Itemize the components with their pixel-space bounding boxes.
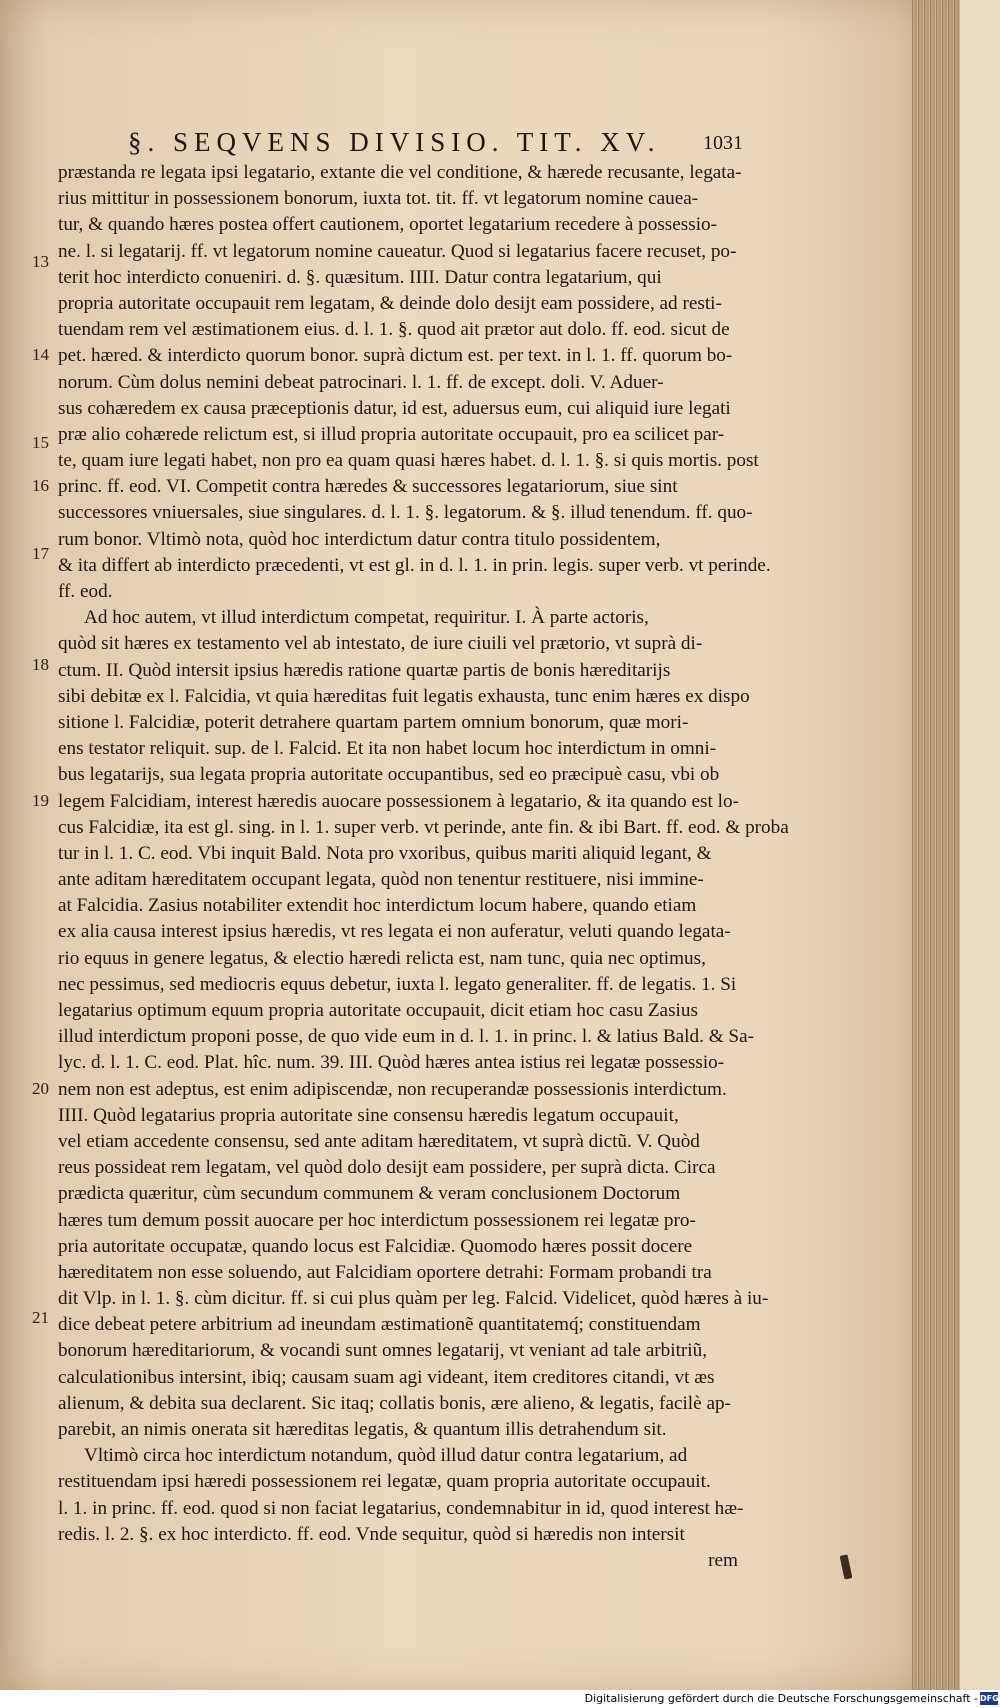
text-line: at Falcidia. Zasius notabiliter extendit hoc interdictum locum habere, quando etiam — [58, 895, 697, 917]
text-line: nem non est adeptus, est enim adipiscendæ, non recuperandæ possessionis interdictum. — [58, 1078, 727, 1100]
text-line: ff. eod. — [58, 581, 113, 602]
text-line: ex alia causa interest ipsius hæredis, vt res legata ei non auferatur, veluti quando legata- — [58, 921, 731, 943]
text-line: hæres tum demum possit auocare per hoc interdictum possessionem rei legatæ pro- — [58, 1209, 696, 1231]
text-line: rius mittitur in possessionem bonorum, iuxta tot. tit. ff. vt legatorum nomine cauea- — [58, 188, 699, 210]
margin-number: 19 — [32, 791, 49, 810]
text-line: dit Vlp. in l. 1. §. cùm dicitur. ff. si cui plus quàm per leg. Falcid. Videlicet, quòd hæres à iu- — [58, 1288, 769, 1310]
text-line: cus Falcidiæ, ita est gl. sing. in l. 1. super verb. vt perinde, ante fin. & ibi Bart. ff. eod. & proba — [58, 816, 789, 838]
main-text — [58, 160, 789, 1574]
text-line: tur in l. 1. C. eod. Vbi inquit Bald. Nota pro vxoribus, quibus mariti aliquid legant, & — [58, 842, 712, 864]
text-line: successores vniuersales, siue singulares. d. l. 1. §. legatorum. & §. illud tenendum. ff. quo- — [58, 502, 753, 524]
text-line: dice debeat petere arbitrium ad ineundam æstimationẽ quantitatemq́; constituendam — [58, 1314, 701, 1336]
text-line: vel etiam accedente consensu, sed ante aditam hæreditatem, vt suprà dictũ. V. Quòd — [58, 1130, 700, 1152]
text-line: ne. l. si legatarij. ff. vt legatorum nomine caueatur. Quod si legatarius facere recuset, po- — [58, 240, 737, 262]
margin-number: 16 — [32, 476, 49, 495]
text-line: præstanda re legata ipsi legatario, extante die vel conditione, & hærede recusante, legata- — [58, 162, 742, 183]
digitization-credit: Digitalisierung gefördert durch die Deutsche Forschungsgemeinschaft - — [584, 1692, 978, 1705]
text-line: prædicta quæritur, cùm secundum communem & veram conclusionem Doctorum — [58, 1183, 681, 1205]
text-line: calculationibus intersint, ibiq; causam suam agi videant, item creditores citandi, vt æs — [58, 1366, 715, 1388]
running-header: §. SEQVENS DIVISIO. TIT. XV. — [128, 127, 661, 157]
text-line: bus legatarijs, sua legata propria autoritate occupantibus, sed eo præcipuè casu, vbi ob — [58, 764, 720, 786]
text-line: norum. Cùm dolus nemini debeat patrocinari. l. 1. ff. de except. doli. V. Aduer- — [58, 371, 664, 393]
text-line: præ alio cohærede relictum est, si illud propria autoritate occupauit, pro ea scilicet par- — [58, 423, 725, 445]
text-line: legem Falcidiam, interest hæredis auocare possessionem à legatario, & ita quando est lo- — [58, 790, 739, 812]
text-line: ante aditam hæreditatem occupant legata, quòd non tenentur restituere, nisi immine- — [58, 869, 704, 891]
text-line: princ. ff. eod. VI. Competit contra hæredes & successores legatariorum, siue sint — [58, 476, 678, 498]
text-line: terit hoc interdicto conueniri. d. §. quæsitum. IIII. Datur contra legatarium, qui — [58, 266, 662, 288]
catchword: rem — [708, 1549, 738, 1571]
text-line: legatarius optimum equum propria autoritate occupauit, dicit etiam hoc casu Zasius — [58, 1000, 698, 1021]
text-line: illud interdictum proponi posse, de quo vide eum in d. l. 1. in princ. l. & latius Bald. & Sa- — [58, 1026, 754, 1048]
text-line: pria autoritate occupatæ, quando locus est Falcidiæ. Quomodo hæres possit docere — [58, 1235, 693, 1257]
text-line: parebit, an nimis onerata sit hæreditas legatis, & quantum illis detrahendum sit. — [58, 1419, 667, 1440]
margin-number: 14 — [32, 345, 49, 364]
text-line: ctum. II. Quòd intersit ipsius hæredis ratione quartæ partis de bonis hæreditarijs — [58, 659, 671, 681]
text-line: ens testator reliquit. sup. de l. Falcid. Et ita non habet locum hoc interdictum in omni- — [58, 738, 717, 760]
text-line: pet. hæred. & interdicto quorum bonor. suprà dictum est. per text. in l. 1. ff. quorum bo- — [58, 345, 733, 367]
text-line: sitione l. Falcidiæ, poterit detrahere quartam partem omnium bonorum, quæ mori- — [58, 711, 689, 733]
margin-number: 18 — [32, 655, 49, 674]
text-line: hæreditatem non esse soluendo, aut Falcidiam oportere detrahi: Formam probandi tra — [58, 1261, 712, 1283]
page-number: 1031 — [703, 132, 743, 154]
text-line: Ad hoc autem, vt illud interdictum competat, requiritur. I. À parte actoris, — [84, 607, 649, 629]
page-edge — [912, 0, 960, 1690]
text-line: lyc. d. l. 1. C. eod. Plat. hîc. num. 39. III. Quòd hæres antea istius rei legatæ possessio- — [58, 1052, 725, 1074]
text-line: reus possideat rem legatam, vel quòd dolo desijt eam possidere, per suprà dicta. Circa — [58, 1157, 716, 1179]
text-line: quòd sit hæres ex testamento vel ab intestato, de iure ciuili vel prætorio, vt suprà di- — [58, 633, 703, 655]
text-line: bonorum hæreditariorum, & vocandi sunt omnes legatarij, vt veniant ad tale arbitriũ, — [58, 1340, 708, 1362]
text-line: rum bonor. Vltimò nota, quòd hoc interdictum datur contra titulo possidentem, — [58, 528, 661, 550]
text-line: propria autoritate occupauit rem legatam, & deinde dolo desijt eam possidere, ad resti- — [58, 292, 722, 314]
text-line: Vltimò circa hoc interdictum notandum, quòd illud datur contra legatarium, ad — [84, 1445, 688, 1467]
margin-number: 15 — [32, 433, 49, 452]
margin-number: 13 — [32, 252, 49, 271]
text-line: restituendam ipsi hæredi possessionem rei legatæ, quam propria autoritate occupauit. — [58, 1471, 711, 1493]
margin-number: 17 — [32, 544, 49, 563]
text-line: tur, & quando hæres postea offert cautionem, oportet legatarium recedere à possessio- — [58, 214, 718, 236]
text-line: & ita differt ab interdicto præcedenti, vt est gl. in d. l. 1. in prin. legis. super verb. vt perinde. — [58, 554, 771, 576]
margin-number: 20 — [32, 1079, 49, 1098]
text-line: IIII. Quòd legatarius propria autoritate sine consensu hæredis legatum occupauit, — [58, 1104, 679, 1126]
text-line: nec pessimus, sed mediocris equus debetur, iuxta l. legato generaliter. ff. de legatis. 1. Si — [58, 973, 737, 995]
dfg-logo: DFG — [980, 1694, 999, 1703]
margin-number: 21 — [32, 1308, 49, 1327]
text-line: sibi debitæ ex l. Falcidia, vt quia hæreditas fuit legatis exhausta, tunc enim hæres ex dispo — [58, 685, 750, 707]
text-line: tuendam rem vel æstimationem eius. d. l. 1. §. quod ait prætor aut dolo. ff. eod. sicut de — [58, 319, 730, 341]
text-line: l. 1. in princ. ff. eod. quod si non faciat legatarius, condemnabitur in id, quod interest hæ- — [58, 1497, 744, 1519]
ink-stain — [840, 1554, 853, 1579]
text-line: te, quam iure legati habet, non pro ea quam quasi hæres habet. d. l. 1. §. si quis mortis. post — [58, 450, 759, 472]
text-line: alienum, & debita sua declarent. Sic itaq; collatis bonis, ære alieno, & legatis, facilè ap- — [58, 1392, 731, 1414]
text-line: redis. l. 2. §. ex hoc interdicto. ff. eod. Vnde sequitur, quòd si hæredis non intersit — [58, 1523, 685, 1545]
text-line: rio equus in genere legatus, & electio hæredi relicta est, nam tunc, quia nec optimus, — [58, 947, 706, 969]
text-line: sus cohæredem ex causa præceptionis datur, id est, aduersus eum, cui aliquid iure legati — [58, 397, 731, 419]
